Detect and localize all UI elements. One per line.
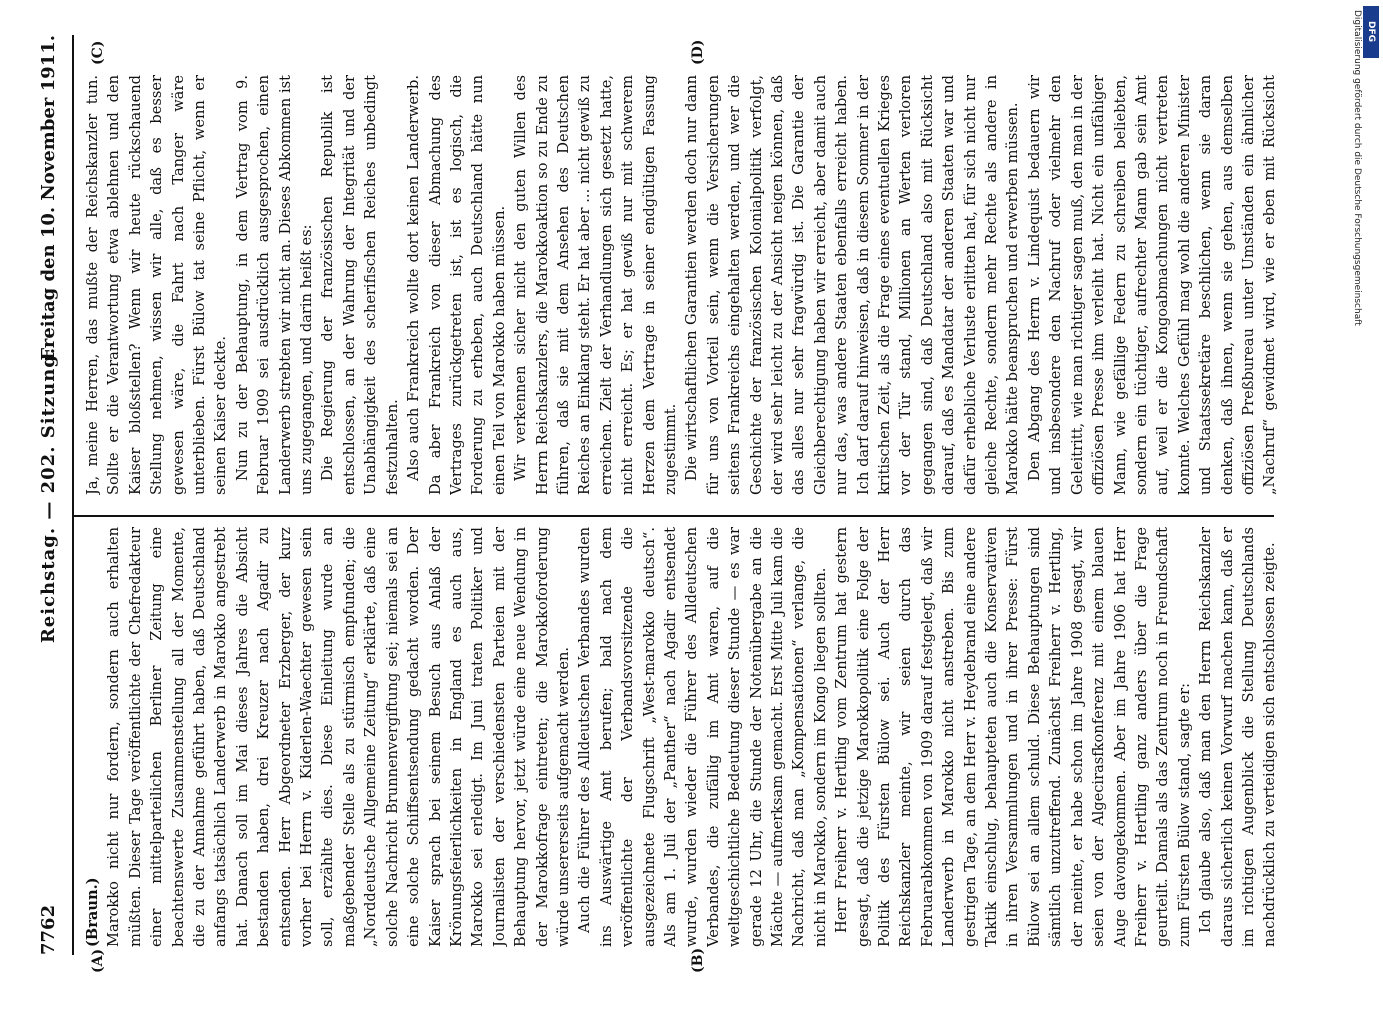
column-divider xyxy=(74,515,1274,517)
left-column xyxy=(82,527,1282,947)
right-column xyxy=(82,75,1282,495)
margin-marker-a: (A) xyxy=(90,948,106,973)
paragraph: Die wirtschaftlichen Garantien werden doch nur dann für uns von Vorteil sein, wenn die Versicherungen seitens Frankreichs eingehalten werden, und wer die Geschichte der französischen Kolonialpolitik verfolgt, der wird sehr leicht zu der Ansicht neigen können, daß das alles nur sehr fragwürdig ist. Die Garantie der Gleichberechtigung haben wir erreicht, aber damit auch nur das, was andere Staaten ebenfalls erreicht haben. Ich darf darauf hinweisen, daß in diesem Sommer in der kritischen Zeit, als die Frage eines eventuellen Krieges vor der Tür stand, Millionen an Werten verloren gegangen sind, daß Deutschland also mit Rücksicht darauf, daß es Mandatar der anderen Staaten war und dafür erhebliche Verluste erlitten hat, für sich nicht nur gleiche Rechte, sondern mehr Rechte als andere in Marokko hätte beanspruchen und erwerben müssen. xyxy=(683,75,1022,495)
dfg-logo: DFG xyxy=(1363,6,1379,58)
digitization-credit: Digitalisierung gefördert durch die Deutsche Forschungsgemeinschaft xyxy=(1352,10,1362,326)
session-date: Freitag den 10. November 1911. xyxy=(38,35,59,361)
rotated-page xyxy=(30,15,1360,975)
speaker-tag: (Braun.) xyxy=(84,877,101,947)
paragraph: Marokko nicht nur fordern, sondern auch erhalten müßten. Dieser Tage veröffentlichte der Chefredakteur einer mittelparteilichen Berliner Zeitung eine beachtenswerte Zusammenstellung all der Momente, die zu der Annahme geführt haben, daß Deutschland anfangs tatsächlich Landerwerb in Marokko angestrebt hat. Danach soll im Mai dieses Jahres die Absicht bestanden haben, drei Kreuzer nach Agadir zu entsenden. Herr Abgeordneter Erzberger, der kurz vorher bei Herrn v. Kiderlen-Waechter gewesen sein soll, erzählte dies. Diese Einleitung wurde an maßgebender Stelle als zu stürmisch empfunden; die „Norddeutsche Allgemeine Zeitung“ erklärte, daß eine solche Nachricht Brunnenvergiftung sei; niemals sei an eine solche Schiffsentsendung gedacht worden. Der Kaiser sprach bei seinem Besuch aus Anlaß der Krönungsfeierlichkeiten in England es auch aus, Marokko sei erledigt. Im Juni traten Politiker und Journalisten der verschiedensten Parteien mit der Behauptung hervor, jetzt würde eine neue Wendung in der Marokkofrage eintreten; die Marokkoforderung würde unsererseits aufgemacht werden. xyxy=(105,527,572,947)
margin-marker-c: (C) xyxy=(90,40,106,65)
paragraph: Ja, meine Herren, das mußte der Reichskanzler tun. Sollte er die Verantwortung etwa ablehnen und den Kaiser bloßstellen? Wenn wir heute rückschauend Stellung nehmen, wissen wir alle, daß es besser gewesen wäre, die Fahrt nach Tanger wäre unterblieben. Fürst Bülow tat seine Pflicht, wenn er seinen Kaiser deckte. xyxy=(84,75,230,495)
paragraph: Wir verkennen sicher nicht den guten Willen des Herrn Reichskanzlers, die Marokkoaktion so zu Ende zu führen, daß sie mit dem Ansehen des Deutschen Reiches an Einklang steht. Er hat aber ... nicht gewiß zu erreichen. Zielt der Verhandlungen sich gesetzt hatte, nicht erreicht. Es; er hat gewiß nur mit schwerem Herzen dem Vertrage in seiner endgültigen Fassung zugestimmt. xyxy=(512,75,679,495)
quotation: Ich glaube also, daß man den Herrn Reichskanzler daraus sicherlich keinen Vorwurf machen kann, daß er im richtigen Augenblick die Stellung Deutschlands nachdrücklich zu verteidigen sich entschlossen zeigte. xyxy=(1197,527,1279,947)
margin-marker-d: (D) xyxy=(690,39,706,65)
header-rule xyxy=(72,35,74,955)
paragraph: Auch die Führer des Alldeutschen Verbandes wurden ins Auswärtige Amt berufen; bald nach dem veröffentlichte der Verbandsvorsitzende die ausgezeichnete Flugschrift „West-marokko deutsch“. Als am 1. Juli der „Panther“ nach Agadir entsendet wurde, wurden wieder die Führer des Alldeutschen Verbandes, die zufällig im Amt waren, auf die weltgeschichtliche Bedeutung dieser Stunde — es war gerade 12 Uhr, die Stunde der Notenübergabe an die Mächte — aufmerksam gemacht. Erst Mitte Juli kam die Nachricht, daß man „Kompensationen“ verlange, die nicht in Marokko, sondern im Kongo liegen sollten. xyxy=(576,527,829,947)
margin-marker-b: (B) xyxy=(690,947,706,973)
page-number: 7762 xyxy=(38,904,59,955)
paragraph xyxy=(1281,527,1282,947)
page-header xyxy=(30,35,70,955)
paragraph: Den Abgang des Herrn v. Lindequist bedauern wir und insbesondere den Nachruf oder vielmehr den Geleitritt, wie man richtiger sagen muß, den man in der offiziösen Presse ihm verleiht hat. Nicht ein unfähiger Mann, wie gefällige Federn zu schreiben beliebten, sondern ein tüchtiger, aufrechter Mann gab sein Amt auf, weil er die Kongoabmachungen nicht vertreten konnte. Welches Gefühl mag wohl die anderen Minister und Staatssekretäre beschlichen, wenn sie daran denken, daß ihnen, wenn sie gehen, aus demselben offiziösen Preßbureau unter Umständen ein ähnlicher „Nachruf“ gewidmet wird, wie er eben mit Rücksicht xyxy=(1025,75,1279,495)
paragraph: Nun zu der Behauptung, in dem Vertrag vom 9. Februar 1909 sei ausdrücklich ausgesprochen, einen Landerwerb strebten wir nicht an. Dieses Abkommen ist uns zugegangen, und darin heißt es: xyxy=(233,75,316,495)
paragraph: Herr Freiherr v. Hertling vom Zentrum hat gestern gesagt, daß die jetzige Marokkopolitik eine Folge der Politik des Fürsten Bülow sei. Auch der Herr Reichskanzler meinte, wir seien durch das Februarabkommen von 1909 darauf festgelegt, daß wir Landerwerb in Marokko nicht anstreben. Bis zum gestrigen Tage, an dem Herr v. Heydebrand eine andere Taktik einschlug, behaupteten auch die Konservativen in ihren Versammlungen und in ihrer Presse: Fürst Bülow sei an allem schuld. Diese Behauptungen sind sämtlich unzutreffend. Zunächst Freiherr v. Hertling, der meinte, er habe schon im Jahre 1908 gesagt, wir seien von der Algecirasfkonferenz mit einem blauen Auge davongekommen. Aber im Jahre 1906 hat Herr Freiherr v. Hertling ganz anders über die Frage geurteilt. Damals als das Zentrum noch in Freundschaft zum Fürsten Bülow stand, sagte er: xyxy=(833,527,1193,947)
paragraph: Also auch Frankreich wollte dort keinen Landerwerb. Da aber Frankreich von dieser Abmachung des Vertrages zurückgetreten ist, ist es logisch, die Forderung zu erheben, auch Deutschland hätte nun einen Teil von Marokko haben müssen. xyxy=(405,75,508,495)
session-title: Reichstag. — 202. Sitzung. xyxy=(38,346,59,644)
quotation: Die Regierung der französischen Republik ist entschlossen, an der Wahrung der Integrität und der Unabhängigkeit des scherifischen Reiches unbedingt festzuhalten. xyxy=(319,75,401,495)
